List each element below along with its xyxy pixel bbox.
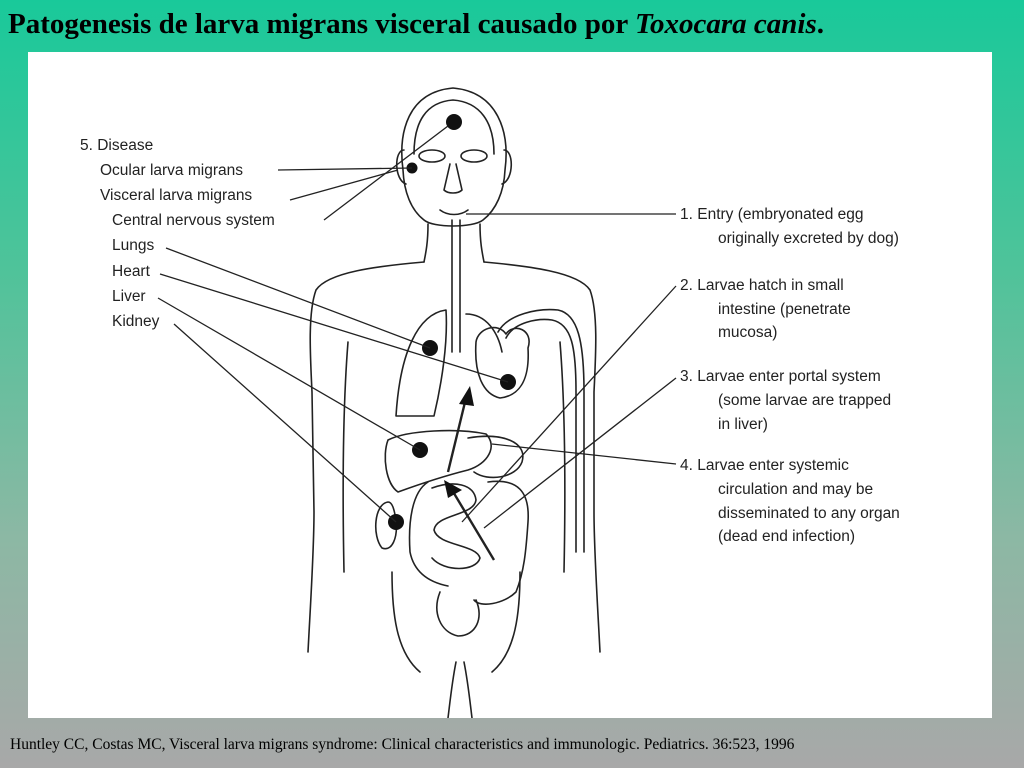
aorta <box>498 310 584 552</box>
leader-step2 <box>462 286 676 522</box>
pelvis <box>392 572 520 672</box>
migration-arrows <box>444 386 494 560</box>
portal-arrow-shaft <box>448 398 466 472</box>
leader-visceral <box>290 170 398 200</box>
citation: Huntley CC, Costas MC, Visceral larva migrans syndrome: Clinical characteristics and immunologic. Pediatrics. 36:523, 1996 <box>10 736 795 753</box>
leader-heart <box>160 274 508 382</box>
title-main: Patogenesis de larva migrans visceral causado por <box>8 8 628 40</box>
diagram-panel <box>28 52 992 718</box>
label-kidney: Kidney <box>112 313 160 330</box>
colon <box>410 481 529 604</box>
right-eye <box>461 150 487 162</box>
esophagus <box>452 220 460 352</box>
label-liver: Liver <box>112 288 146 305</box>
mouth <box>440 210 468 215</box>
step4-line4: (dead end infection) <box>718 528 856 545</box>
step4-line3: disseminated to any organ <box>718 505 900 522</box>
pathogenesis-diagram <box>28 52 992 718</box>
liver-outline <box>385 431 491 492</box>
step2-line1: 2. Larvae hatch in small <box>680 277 844 294</box>
label-visceral: Visceral larva migrans <box>100 187 253 204</box>
bladder <box>437 592 479 636</box>
label-heart: Heart <box>112 263 150 280</box>
nose <box>444 164 462 193</box>
title-end: . <box>816 8 825 40</box>
slide-title <box>8 8 1018 41</box>
brain-dot <box>446 114 462 130</box>
left-eye <box>419 150 445 162</box>
step2-line3: mucosa) <box>718 324 778 341</box>
step4-line1: 4. Larvae enter systemic <box>680 457 849 474</box>
step1-line1: 1. Entry (embryonated egg <box>680 206 864 223</box>
label-disease: 5. Disease <box>80 137 154 154</box>
step3-line2: (some larvae are trapped <box>718 392 892 409</box>
left-arm-inner <box>343 342 348 572</box>
step1-line2: originally excreted by dog) <box>718 230 899 247</box>
step3-line3: in liver) <box>718 416 768 433</box>
label-cns: Central nervous system <box>112 212 275 229</box>
step3-line1: 3. Larvae enter portal system <box>680 368 881 385</box>
step-labels <box>680 206 900 545</box>
step4-line2: circulation and may be <box>718 481 874 498</box>
label-lungs: Lungs <box>112 237 155 254</box>
title-species: Toxocara canis <box>634 8 817 40</box>
stomach <box>468 436 523 477</box>
leader-cns <box>324 126 448 220</box>
step2-line2: intestine (penetrate <box>718 301 851 318</box>
leader-lungs <box>166 248 430 348</box>
neck-right <box>480 224 484 262</box>
right-lung <box>466 314 502 352</box>
intestine-arrow-head <box>444 480 462 498</box>
left-lung <box>396 310 446 416</box>
legs <box>448 662 472 718</box>
head-outline <box>402 88 506 226</box>
leader-kidney <box>174 324 396 522</box>
internal-organs <box>376 220 584 636</box>
label-ocular: Ocular larva migrans <box>100 162 243 179</box>
right-arm-inner <box>560 342 565 572</box>
portal-arrow-head <box>459 386 474 406</box>
neck-left <box>424 224 428 262</box>
